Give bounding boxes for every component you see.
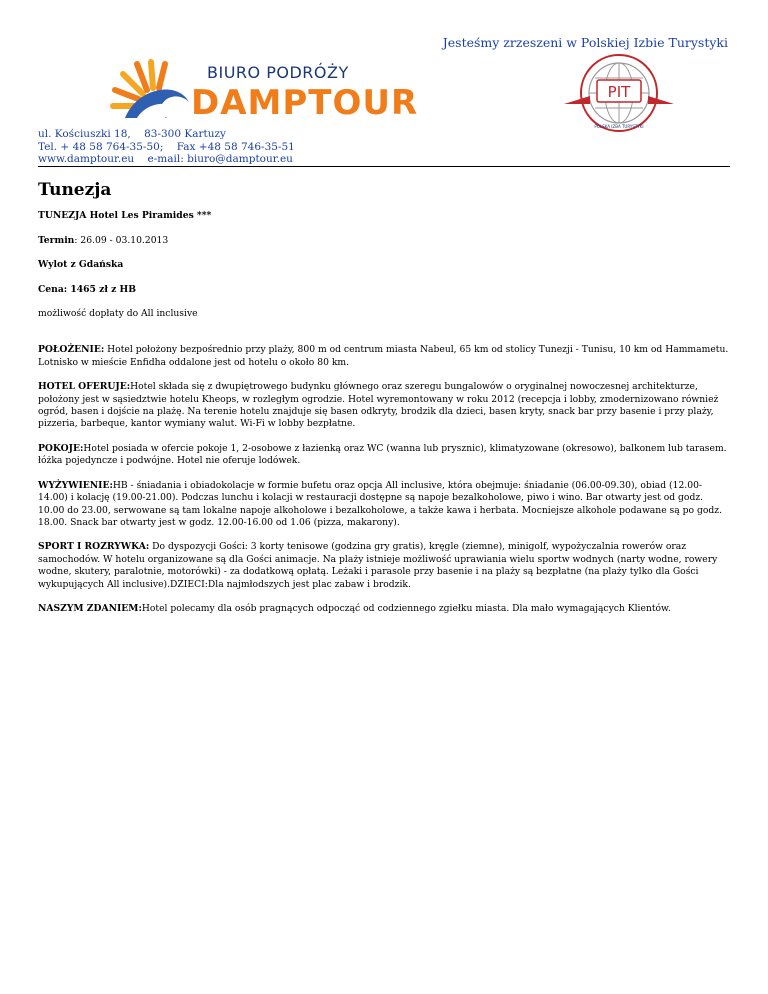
page-title: Tunezja — [38, 180, 112, 200]
membership-tagline: Jesteśmy zrzeszeni w Polskiej Izbie Turystyki — [442, 35, 728, 50]
section-text: Do dyspozycji Gości: 3 korty tenisowe (godzina gry gratis), kręgle (ziemne), minigolf, wypożyczalnia rowerów oraz samochodów. W hotelu organizowane są dla Gości animacje. Na plaży istnieje możliwość uprawiania wielu sportw wodnych (narty wodne, rowery wodne, skutery, paralotnie, motorówki) - za dodatkową opłatą. Leżaki i parasole przy basenie i na plaży są bezpłatne (na plaży tylko dla Gości wykupujących All inclusive).DZIECI:Dla najmłodszych jest plac zabaw i brodzik. — [38, 541, 718, 590]
term-line — [38, 235, 730, 247]
pit-badge — [550, 52, 688, 134]
section-text: Hotel składa się z dwupiętrowego budynku głównego oraz szeregu bungalowów o oryginalnej nowoczesnej architekturze, położony jest w sąsiedztwie hotelu Kheops, w rozległym ogrodzie. Hotel wyremontowany w roku 2012 (recepcja i lobby, zmodernizowano również ogród, basen i dojście na plażę. Na terenie hotelu znajduje się basen odkryty, brodzik dla dzieci, basen kryty, snack bar przy basenie i przy plaży, pizzeria, barbeque, kantor wymiany walut. Wi-Fi w lobby bezpłatne. — [38, 381, 719, 430]
damptour-logo — [107, 58, 437, 120]
section-sport — [38, 541, 730, 591]
section-label: NASZYM ZDANIEM: — [38, 602, 142, 614]
section-meals — [38, 480, 730, 530]
header-divider — [38, 166, 730, 167]
section-label: POKOJE: — [38, 442, 84, 454]
term-label: Termin — [38, 234, 75, 246]
offer-content — [38, 180, 730, 627]
section-text: HB - śniadania i obiadokolacje w formie bufetu oraz opcja All inclusive, która obejmuje: śniadanie (06.00-09.30), obiad (12.00-14.00) i kolację (19.00-21.00). Podczas lunchu i kolacji w restauracji dostępne są napoje bezalkoholowe, piwo i wino. Bar otwarty jest od godz. 10.00 do 23.00, serwowane są tam lokalne napoje alkoholowe i bezalkoholowe, a także kawa i herbata. Mocniejsze alkohole podawane są po godz. 18.00. Snack bar otwarty jest w godz. 12.00-16.00 od 1.06 (pizza, makarony). — [38, 479, 723, 528]
pit-ring-text: POLSKA IZBA TURYSTYKI — [594, 124, 644, 129]
wave-icon — [125, 89, 189, 118]
section-text: Hotel polecamy dla osób pragnących odpocząć od codziennego zgiełku miasta. Dla mało wymagających Klientów. — [141, 602, 671, 614]
section-hotel-offers — [38, 381, 730, 431]
hotel-name: TUNEZJA Hotel Les Piramides *** — [38, 210, 212, 222]
price-line: Cena: 1465 zł z HB — [38, 283, 136, 295]
contact-block — [38, 128, 295, 166]
section-opinion — [38, 603, 730, 615]
departure-line: Wylot z Gdańska — [38, 259, 124, 271]
logo-subtitle: BIURO PODRÓŻY — [207, 63, 349, 82]
section-location — [38, 344, 730, 369]
section-label: SPORT I ROZRYWKA: — [38, 541, 150, 553]
allinclusive-note: możliwość dopłaty do All inclusive — [38, 308, 198, 320]
section-label: HOTEL OFERUJE: — [38, 381, 131, 393]
section-label: POŁOŻENIE: — [38, 344, 105, 356]
pit-badge-label: PIT — [607, 83, 631, 101]
section-label: WYŻYWIENIE: — [38, 479, 113, 491]
term-value: : 26.09 - 03.10.2013 — [74, 234, 169, 246]
section-text: Hotel położony bezpośrednio przy plaży, 800 m od centrum miasta Nabeul, 65 km od stolicy Tunezji - Tunisu, 10 km od Hammametu. Lotnisko w mieście Enfidha oddalone jest od hotelu o około 80 km. — [38, 344, 729, 368]
logo-title: DAMPTOUR — [191, 83, 419, 120]
web-email-line[interactable]: www.damptour.eu e-mail: biuro@damptour.eu — [38, 153, 293, 165]
address-line: ul. Kościuszki 18, 83-300 Kartuzy — [38, 128, 226, 140]
phone-line: Tel. + 48 58 764-35-50; Fax +48 58 746-35-51 — [38, 140, 295, 153]
section-text: Hotel posiada w ofercie pokoje 1, 2-osobowe z łazienką oraz WC (wanna lub prysznic), klimatyzowane (okresowo), balkonem lub tarasem. łóżka pojedyncze i podwójne. Hotel nie oferuje lodówek. — [38, 442, 727, 467]
section-rooms — [38, 443, 730, 468]
